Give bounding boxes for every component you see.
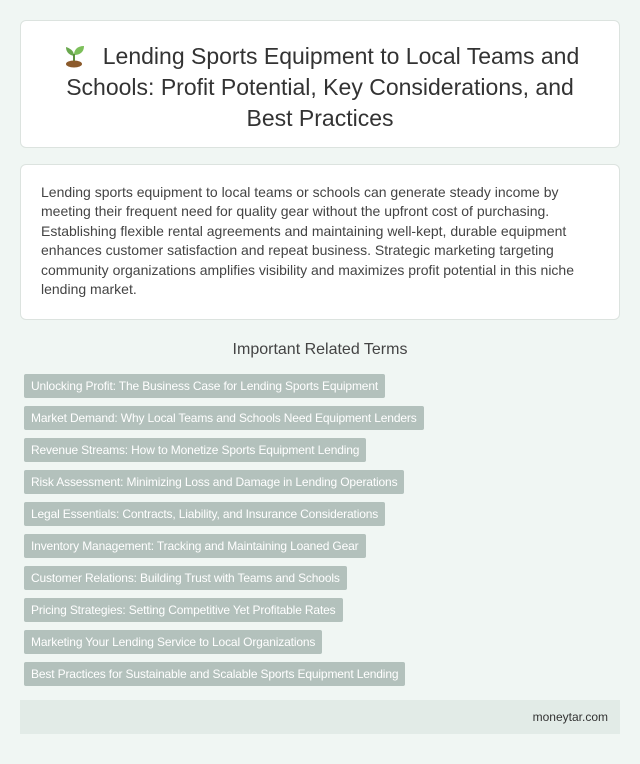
page-title-text: Lending Sports Equipment to Local Teams and Schools: Profit Potential, Key Considerations, and Best Practices — [66, 43, 580, 131]
related-terms-list — [24, 374, 620, 694]
page-title — [51, 41, 589, 134]
footer-site-link[interactable]: moneytar.com — [532, 710, 608, 724]
related-term-tag[interactable]: Marketing Your Lending Service to Local Organizations — [24, 630, 322, 654]
summary-card — [20, 164, 620, 320]
sprout-icon — [61, 42, 87, 68]
related-term-tag[interactable]: Inventory Management: Tracking and Maintaining Loaned Gear — [24, 534, 366, 558]
footer-bar — [20, 700, 620, 734]
related-term-tag[interactable]: Legal Essentials: Contracts, Liability, and Insurance Considerations — [24, 502, 385, 526]
related-term-tag[interactable]: Pricing Strategies: Setting Competitive Yet Profitable Rates — [24, 598, 343, 622]
related-term-tag[interactable]: Best Practices for Sustainable and Scalable Sports Equipment Lending — [24, 662, 405, 686]
related-term-tag[interactable]: Market Demand: Why Local Teams and Schools Need Equipment Lenders — [24, 406, 424, 430]
related-term-tag[interactable]: Risk Assessment: Minimizing Loss and Damage in Lending Operations — [24, 470, 404, 494]
summary-text: Lending sports equipment to local teams or schools can generate steady income by meeting their frequent need for quality gear without the upfront cost of purchasing. Establishing flexible rental agreements and maintaining well-kept, durable equipment enhances customer satisfaction and repeat business. Strategic marketing targeting community organizations amplifies visibility and maximizes profit potential in this niche lending market. — [41, 184, 575, 298]
related-term-tag[interactable]: Revenue Streams: How to Monetize Sports Equipment Lending — [24, 438, 366, 462]
related-terms-heading: Important Related Terms — [232, 341, 408, 358]
title-card — [20, 20, 620, 148]
related-term-tag[interactable]: Unlocking Profit: The Business Case for Lending Sports Equipment — [24, 374, 385, 398]
related-term-tag[interactable]: Customer Relations: Building Trust with Teams and Schools — [24, 566, 347, 590]
